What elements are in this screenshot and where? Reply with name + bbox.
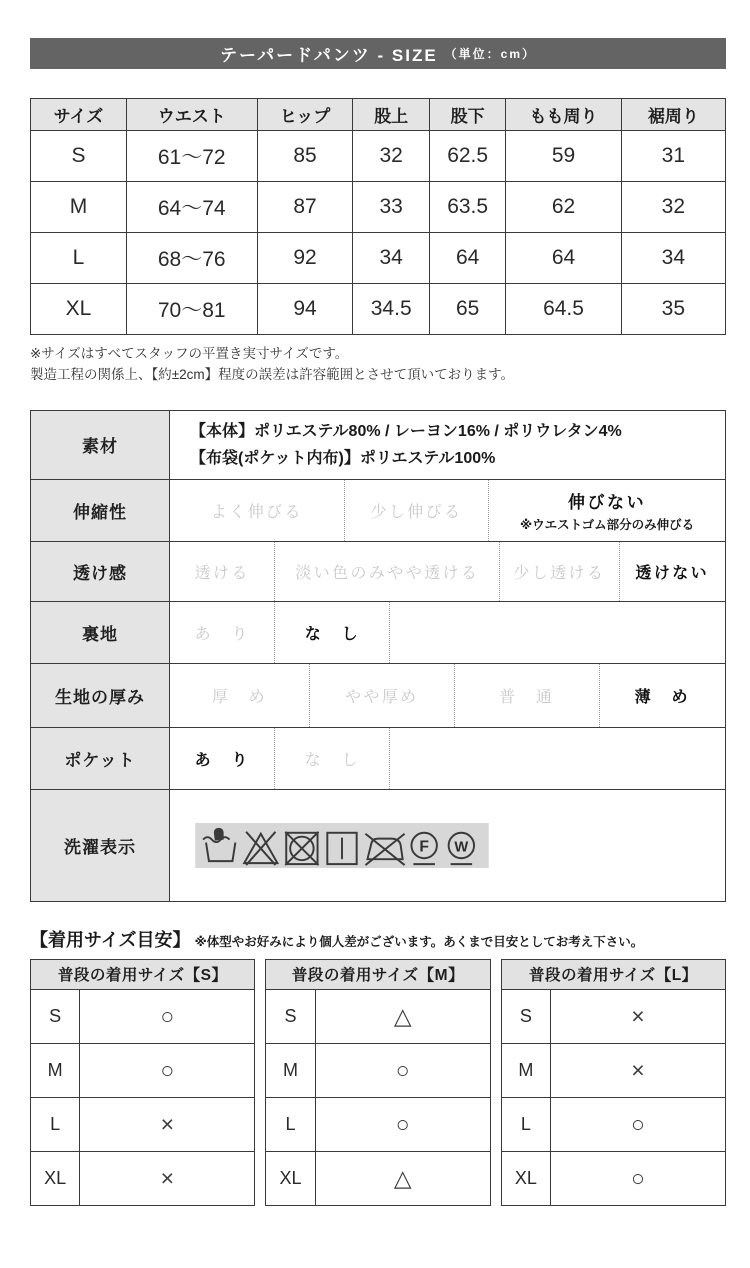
material-line: 【本体】ポリエステル80% / レーヨン16% / ポリウレタン4% xyxy=(190,422,622,440)
table-row xyxy=(501,1151,725,1205)
size-note-line: ※サイズはすべてスタッフの平置き実寸サイズです。 xyxy=(30,346,349,361)
fit-guide-note: ※体型やお好みにより個人差がございます。あくまで目安としてお考え下さい。 xyxy=(194,934,644,949)
measurement-cell: 62 xyxy=(506,182,621,233)
table-row xyxy=(501,1097,725,1151)
measurement-cell: 34 xyxy=(621,233,725,284)
measurement-cell: 94 xyxy=(257,284,353,335)
fit-mark: × xyxy=(551,1043,726,1097)
size-label: L xyxy=(501,1097,550,1151)
spec-label: 洗濯表示 xyxy=(31,790,170,901)
spec-row-care xyxy=(31,789,725,901)
size-notes xyxy=(30,344,726,386)
measurement-cell: 31 xyxy=(621,131,725,182)
spec-row-pocket xyxy=(31,727,725,789)
fit-table-header: 普段の着用サイズ【M】 xyxy=(266,959,490,989)
measurement-cell: 70〜81 xyxy=(126,284,257,335)
fit-mark: × xyxy=(80,1097,255,1151)
size-label: XL xyxy=(501,1151,550,1205)
column-header: サイズ xyxy=(31,99,127,131)
table-row xyxy=(266,1043,490,1097)
option-selected: 透けない xyxy=(635,564,710,582)
option-unselected: 厚 め xyxy=(170,664,310,727)
fit-mark: △ xyxy=(315,989,490,1043)
spec-label: 素材 xyxy=(31,411,170,479)
measurement-cell: 32 xyxy=(621,182,725,233)
svg-text:F: F xyxy=(419,838,429,856)
measurement-cell: 34 xyxy=(353,233,429,284)
spec-row-sheerness xyxy=(31,541,725,601)
option-unselected: な し xyxy=(275,728,390,789)
table-row xyxy=(31,1097,255,1151)
option-unselected: あ り xyxy=(170,602,275,663)
fit-table-header: 普段の着用サイズ【S】 xyxy=(31,959,255,989)
measurement-cell: 92 xyxy=(257,233,353,284)
care-label-image xyxy=(194,823,490,868)
svg-text:W: W xyxy=(454,839,469,856)
spec-row-material xyxy=(31,411,725,479)
measurement-cell: 87 xyxy=(257,182,353,233)
table-row xyxy=(31,989,255,1043)
measurement-cell: 64.5 xyxy=(506,284,621,335)
spec-row-thickness xyxy=(31,663,725,727)
table-row xyxy=(31,284,726,335)
table-row xyxy=(31,1151,255,1205)
fit-mark: ○ xyxy=(551,1151,726,1205)
fit-guide-title: 【着用サイズ目安】 xyxy=(30,929,191,950)
fit-table-s xyxy=(30,959,255,1206)
spec-label: 裏地 xyxy=(31,602,170,663)
stretch-options xyxy=(170,480,725,541)
fit-mark: ○ xyxy=(80,989,255,1043)
spec-table xyxy=(30,410,726,902)
size-label: L xyxy=(31,233,127,284)
measurement-cell: 68〜76 xyxy=(126,233,257,284)
table-row xyxy=(31,1043,255,1097)
fit-mark: △ xyxy=(315,1151,490,1205)
option-selected xyxy=(489,480,725,541)
measurement-cell: 85 xyxy=(257,131,353,182)
option-unselected: 少し伸びる xyxy=(345,480,489,541)
column-header: 裾周り xyxy=(621,99,725,131)
size-label: L xyxy=(266,1097,315,1151)
size-label: L xyxy=(31,1097,80,1151)
spec-label: 伸縮性 xyxy=(31,480,170,541)
pocket-options xyxy=(170,728,725,789)
measurement-cell: 35 xyxy=(621,284,725,335)
page-title xyxy=(30,38,726,69)
table-row xyxy=(31,233,726,284)
table-row xyxy=(266,1097,490,1151)
option-unselected: やや厚め xyxy=(310,664,455,727)
measurement-cell: 64 xyxy=(506,233,621,284)
size-label: M xyxy=(501,1043,550,1097)
option-selected: 薄 め xyxy=(634,688,690,706)
measurement-cell: 63.5 xyxy=(429,182,505,233)
size-label: XL xyxy=(266,1151,315,1205)
column-header: 股下 xyxy=(429,99,505,131)
care-symbols xyxy=(170,790,725,901)
measurement-cell: 61〜72 xyxy=(126,131,257,182)
measurement-cell: 64 xyxy=(429,233,505,284)
column-header: ヒップ xyxy=(257,99,353,131)
page-title-text: テーパードパンツ - SIZE xyxy=(219,46,438,65)
sheerness-options xyxy=(170,542,725,601)
option-unselected: よく伸びる xyxy=(170,480,345,541)
thickness-options xyxy=(170,664,725,727)
fit-table-m xyxy=(265,959,490,1206)
size-table-header-row xyxy=(31,99,726,131)
table-row xyxy=(266,989,490,1043)
fit-table-header: 普段の着用サイズ【L】 xyxy=(501,959,725,989)
fit-mark: ○ xyxy=(315,1043,490,1097)
table-row xyxy=(31,131,726,182)
fit-table-l xyxy=(501,959,726,1206)
column-header: 股上 xyxy=(353,99,429,131)
material-value xyxy=(170,411,725,479)
fit-mark: × xyxy=(80,1151,255,1205)
spec-row-lining xyxy=(31,601,725,663)
size-label: M xyxy=(31,1043,80,1097)
material-line: 【布袋(ポケット内布)】ポリエステル100% xyxy=(190,449,496,467)
table-row xyxy=(501,1043,725,1097)
option-filler xyxy=(390,728,725,789)
measurement-cell: 65 xyxy=(429,284,505,335)
spec-label: 透け感 xyxy=(31,542,170,601)
measurement-cell: 34.5 xyxy=(353,284,429,335)
spec-row-stretch xyxy=(31,479,725,541)
option-unselected: 淡い色のみやや透ける xyxy=(275,542,500,601)
size-label: S xyxy=(31,989,80,1043)
measurement-cell: 62.5 xyxy=(429,131,505,182)
do-not-tumble-dry-icon xyxy=(285,832,318,865)
table-row xyxy=(501,989,725,1043)
spec-label: ポケット xyxy=(31,728,170,789)
size-label: S xyxy=(501,989,550,1043)
lining-options xyxy=(170,602,725,663)
spec-label: 生地の厚み xyxy=(31,664,170,727)
fit-guide-heading xyxy=(30,926,726,952)
fit-mark: ○ xyxy=(80,1043,255,1097)
fit-guide-tables xyxy=(30,959,726,1206)
fit-mark: × xyxy=(551,989,726,1043)
measurement-cell: 33 xyxy=(353,182,429,233)
size-label: XL xyxy=(31,1151,80,1205)
size-table xyxy=(30,98,726,335)
measurement-cell: 59 xyxy=(506,131,621,182)
option-selected-text: 伸びない xyxy=(567,492,647,512)
option-selected: あ り xyxy=(170,728,275,789)
fit-mark: ○ xyxy=(315,1097,490,1151)
column-header: ウエスト xyxy=(126,99,257,131)
column-header: もも周り xyxy=(506,99,621,131)
size-label: XL xyxy=(31,284,127,335)
option-filler xyxy=(390,602,725,663)
size-note-line: 製造工程の関係上、【約±2cm】程度の誤差は許容範囲とさせて頂いております。 xyxy=(30,366,515,382)
measurement-cell: 64〜74 xyxy=(126,182,257,233)
size-label: S xyxy=(31,131,127,182)
size-label: S xyxy=(266,989,315,1043)
size-label: M xyxy=(266,1043,315,1097)
option-unselected: 透ける xyxy=(170,542,275,601)
table-row xyxy=(31,182,726,233)
table-row xyxy=(266,1151,490,1205)
option-unselected: 普 通 xyxy=(455,664,600,727)
option-unselected: 少し透ける xyxy=(500,542,619,601)
fit-mark: ○ xyxy=(551,1097,726,1151)
measurement-cell: 32 xyxy=(353,131,429,182)
option-selected: な し xyxy=(275,602,390,663)
stretch-note: ※ウエストゴム部分のみ伸びる xyxy=(519,517,695,532)
size-label: M xyxy=(31,182,127,233)
page-title-unit: （単位：cm） xyxy=(444,47,537,61)
size-chart-page xyxy=(30,38,726,1206)
